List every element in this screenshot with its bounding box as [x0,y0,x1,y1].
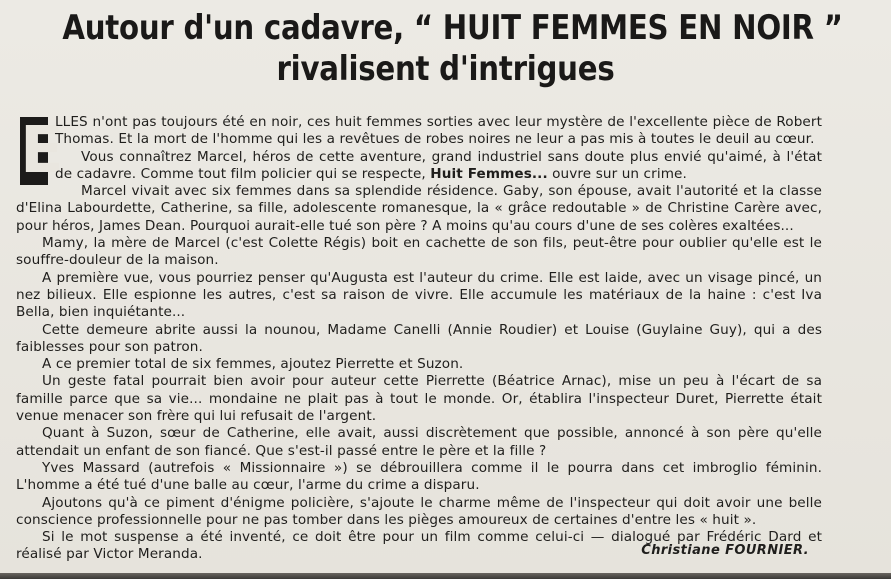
paragraph-1-text: LLES n'ont pas toujours été en noir, ces huit femmes sorties avec leur mystère de l'excellente pièce de Robert Thomas. Et la mort de l'homme qui les a revêtues de robes noires ne leur a pas mis à toutes le deuil au cœur. [55,114,822,148]
paragraph-5: A première vue, vous pourriez penser qu'Augusta est l'auteur du crime. Elle est laide, avec un visage pincé, un nez bilieux. Elle espionne les autres, c'est sa raison de vivre. Elle accumule les matériaux de la haine : c'est Iva Bella, bien inquiétante... [16,269,822,321]
paragraph-9: Quant à Suzon, sœur de Catherine, elle avait, aussi discrètement que possible, annoncé à son père qu'elle attendait un enfant de son fiancé. Que s'est-il passé entre le père et la fille ? [16,425,822,459]
headline-line-2: rivalisent d'intrigues [276,49,615,89]
paragraph-10: Yves Massard (autrefois « Missionnaire ») se débrouillera comme il le pourra dans cet imbroglio féminin. L'homme a été tué d'une balle au cœur, l'arme du crime a disparu. [16,459,822,494]
paragraph-12: Si le mot suspense a été inventé, ce doit être pour un film comme celui-ci — dialogué par Frédéric Dard et réalisé par Victor Meranda. [16,529,822,563]
author-byline: Christiane FOURNIER. [641,543,809,558]
headline [62,0,843,90]
paragraph-2-end: ouvre sur un crime. [547,165,687,182]
paragraph-11: Ajoutons qu'à ce piment d'énigme policière, s'ajoute le charme même de l'inspecteur qui doit avoir une belle conscience professionnelle pour ne pas tomber dans les pièges amoureux de certaines d'entre les « huit ». [16,494,822,528]
headline-line-1: Autour d'un cadavre, “ HUIT FEMMES EN NOIR ” [62,8,843,48]
drop-cap: E [20,114,64,188]
paragraph-2-text: Vous connaîtrez Marcel, héros de cette aventure, grand industriel sans doute plus envié qu'aimé, à l'état de cadavre. Comme tout film policier qui se respecte, [55,148,822,182]
paragraph-6: Cette demeure abrite aussi la nounou, Madame Canelli (Annie Roudier) et Louise (Guylaine Guy), qui a des faiblesses pour son patron. [16,321,822,355]
paragraph-2 [16,149,822,184]
paragraph-3: Marcel vivait avec six femmes dans sa splendide résidence. Gaby, son épouse, avait l'autorité et la classe d'Elina Labourdette, Catherine, sa fille, adolescente romanesque, la « grâce redoutable » de Christine Carère avec, pour héros, James Dean. Pourquoi aurait-elle tué son père ? A moins qu'au cours d'une de ses colères exaltées... [16,183,822,234]
article-body [16,114,822,564]
paragraph-7: A ce premier total de six femmes, ajoutez Pierrette et Suzon. [42,356,464,373]
page-edge [0,573,891,579]
paragraph-4: Mamy, la mère de Marcel (c'est Colette Régis) boit en cachette de son fils, peut-être pour oublier qu'elle est le souffre-douleur de la maison. [16,235,822,269]
film-title-bold: Huit Femmes... [430,165,548,182]
paragraph-8: Un geste fatal pourrait bien avoir pour auteur cette Pierrette (Béatrice Arnac), mise un peu à l'écart de sa famille parce que sa vie... mondaine ne plait pas à tout le monde. Or, établira l'inspecteur Duret, Pierrette était venue menacer son frère qui lui refusait de l'argent. [16,373,822,425]
